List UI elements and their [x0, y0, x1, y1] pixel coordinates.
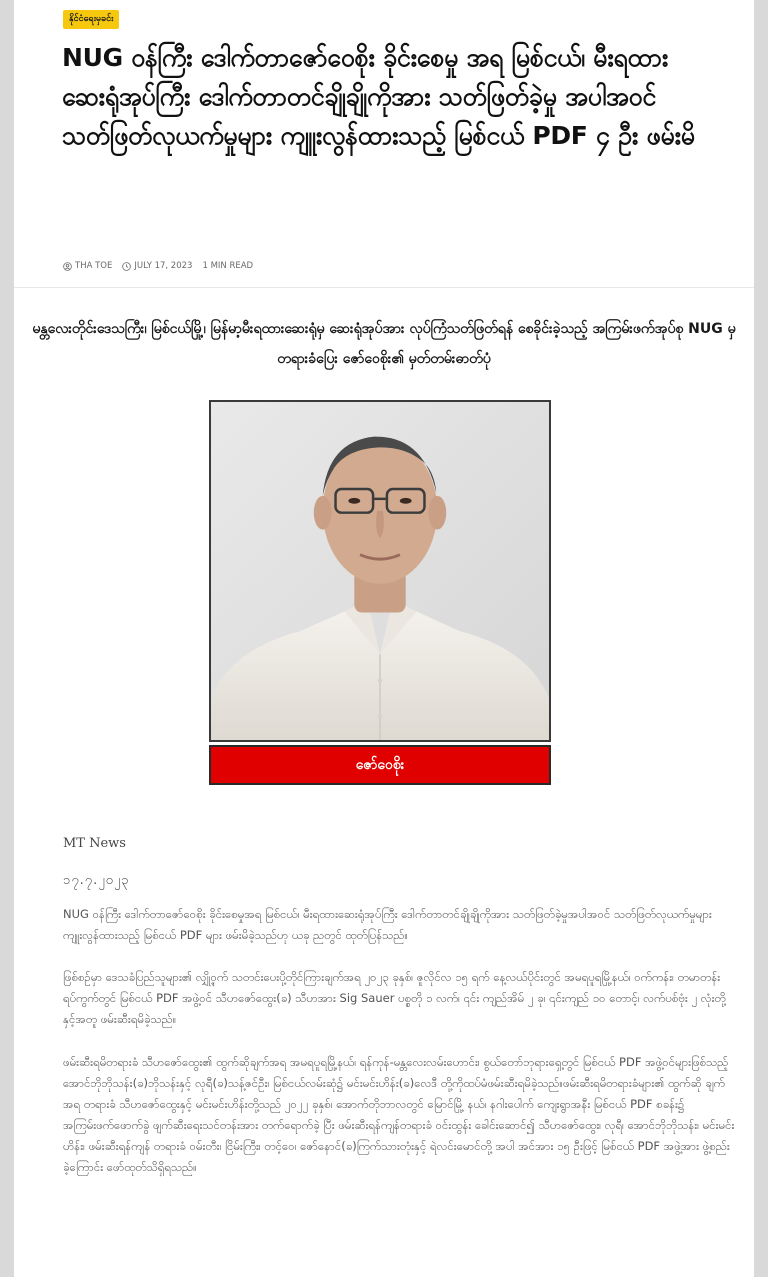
paragraph-1: NUG ဝန်ကြီး ဒေါက်တာဇော်ဝေစိုး ခိုင်းစေမှုအရ မြစ်ငယ်၊ မီးရထားဆေးရုံအုပ်ကြီး ဒေါက်တာတင်ချိုချိုကိုအား သတ်ဖြတ်ခဲ့မှုအပါအဝင် သတ်ဖြတ်လုယက်မှုများကျူးလွန်ထားသည့် မြစ်ငယ် PDF များ ဖမ်းမိခဲ့သည်ဟု ယခု ညတွင် ထုတ်ပြန်သည်။	[63, 907, 712, 942]
portrait-photo	[209, 400, 551, 742]
photo-name-label: ဇော်ဝေစိုး	[209, 745, 551, 785]
user-icon	[63, 262, 72, 271]
clock-icon	[122, 262, 131, 271]
image-caption: မန္တလေးတိုင်းဒေသကြီး၊ မြစ်ငယ်မြို့၊ မြန်မာ့မီးရထားဆေးရုံမှ ဆေးရုံအုပ်အား လုပ်ကြံသတ်ဖြတ်ရန် စေခိုင်းခဲ့သည့် အကြမ်းဖက်အုပ်စု NUG မှ တရားခံပြေး ဇော်ဝေစိုး၏ မှတ်တမ်းဓာတ်ပုံ	[32, 321, 736, 367]
news-source: MT News	[63, 836, 126, 851]
article-meta	[63, 261, 253, 271]
article-page	[14, 0, 754, 1277]
article-headline: NUG ဝန်ကြီး ဒေါက်တာဇော်ဝေစိုး ခိုင်းစေမှု အရ မြစ်ငယ်၊ မီးရထားဆေးရုံအုပ်ကြီး ဒေါက်တာတင်ချိုချိုကိုအား သတ်ဖြတ်ခဲ့မှု အပါအဝင် သတ်ဖြတ်လုယက်မှုများ ကျူးလွန်ထားသည့် မြစ်ငယ် PDF ၄ ဦး ဖမ်းမိ	[62, 43, 695, 150]
publish-date: JULY 17, 2023	[134, 261, 193, 271]
paragraph-3: ဖမ်းဆီးရမိတရားခံ သီဟဇော်ထွေး၏ ထွက်ဆိုချက်အရ အမရပူရမြို့နယ်၊ ရန်ကုန်-မန္တလေးလမ်းဟောင်း၊ စွယ်တော်ဘုရားရှေ့တွင် မြစ်ငယ် PDF အဖွဲ့ဝင်များဖြစ်သည့် အောင်ဘိုဘိုသန်း(ခ)ဘိုသန်းနှင့် လုရီ(ခ)သန့်ဇင်ဦး၊ မြစ်ငယ်လမ်းဆုံ၌ မင်းမင်းဟိန်း(ခ)လေဒီ တို့ကိုထပ်မံဖမ်းဆီးရမိခဲ့သည်။ဖမ်းဆီးရမိတရားခံများ၏ ထွက်ဆို ချက်အရ တရားခံ သီဟဇော်ထွေးနှင့် မင်းမင်းဟိန်းတို့သည် ၂၀၂၂ ခုနှစ်၊ အောက်တိုဘာလတွင် မြောင်မြို့ နယ်၊ နဂါးပေါက် ကျေးရွာအနီး မြစ်ငယ် PDF စခန်း၌ အကြမ်းဖက်ဖောက်ခွဲ ဖျက်ဆီးရေးသင်တန်းအား တက်ရောက်ခဲ့ ပြီး ဖမ်းဆီးရန်ကျန်တရားခံ ဝင်းထွန်း ခေါင်းဆောင်၍ သီဟဇော်ထွေး၊ လုရီ၊ အောင်ဘိုဘိုသန်း၊ မင်းမင်းဟိန်း၊ ဖမ်းဆီးရန်ကျန် တရားခံ ဝမ်းတီး၊ ငြိမ်းကြီး၊ တင့်ဝေ၊ ဇော်နောင်(ခ)ကြက်သားတုံးနှင့် ရဲလင်းမောင်တို့ အပါ အင်အား ၁၅ ဦးဖြင့် မြစ်ငယ် PDF အဖွဲ့အား ဖွဲ့စည်းခဲ့ကြောင်း ဖော်ထုတ်သိရှိရသည်။	[63, 1055, 735, 1174]
dateline: ၁၇.၇.၂၀၂၃	[63, 873, 130, 888]
read-time: 1 MIN READ	[202, 261, 254, 271]
author-item[interactable]	[63, 261, 112, 271]
paragraph-2: ဖြစ်စဉ်မှာ ဒေသခံပြည်သူများ၏ လျှို့ဝှက် သတင်းပေးပို့တိုင်ကြားချက်အရ ၂၀၂၃ ခုနှစ်၊ ဇူလိုင်လ ၁၅ ရက် နေ့လယ်ပိုင်းတွင် အမရပူရမြို့နယ်၊ ဝက်ကန်း၊ တမာတန်းရပ်ကွက်တွင် မြစ်ငယ် PDF အဖွဲ့ဝင် သီဟဇော်ထွေး(ခ) သီဟအား Sig Sauer ပစ္စတို ၁ လက်၊ ၎င်း ကျည်အိမ် ၂ ခု၊ ၎င်းကျည် ၁၀ တောင့်၊ လက်ပစ်ဗုံး ၂ လုံးတို့နှင့်အတူ ဖမ်းဆီးရမိခဲ့သည်။	[63, 970, 726, 1026]
category-badge[interactable]: နိုင်ငံရေးမှခင်း	[63, 10, 119, 29]
portrait-illustration	[211, 402, 549, 740]
divider	[14, 287, 754, 288]
date-item	[122, 261, 192, 271]
author-name: THA TOE	[75, 261, 113, 271]
